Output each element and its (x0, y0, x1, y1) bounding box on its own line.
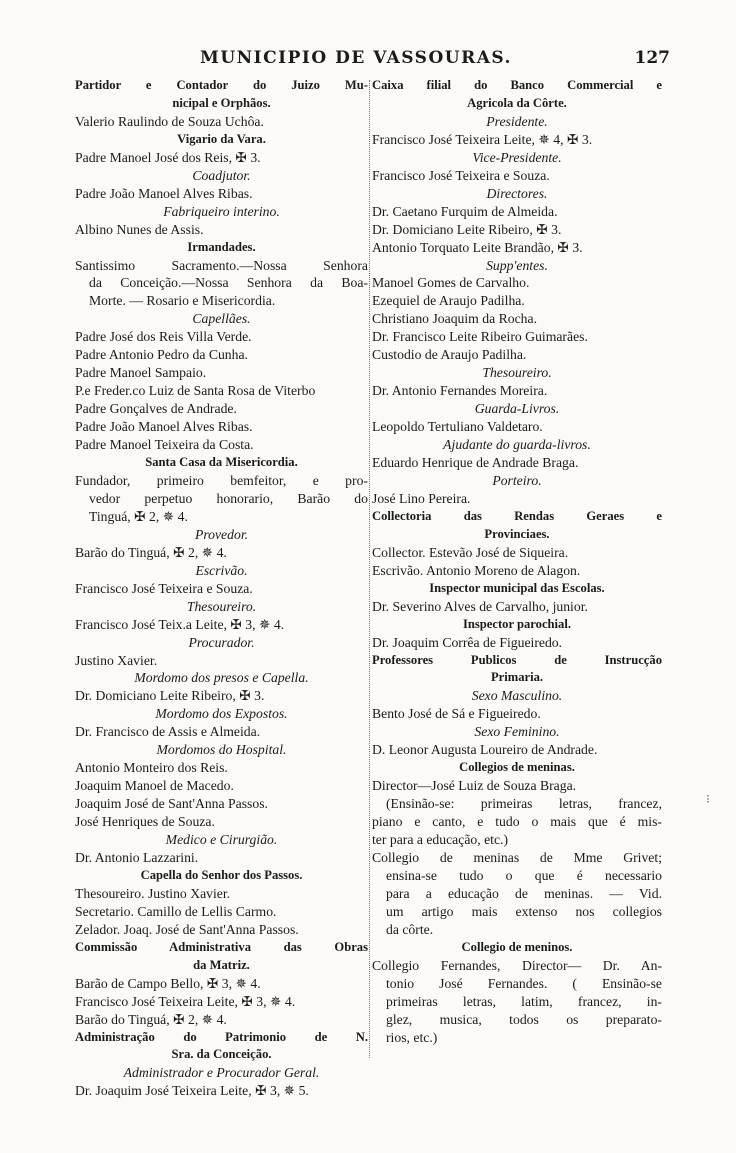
text-line: um artigo mais extenso nos collegios (386, 903, 662, 919)
section-heading: Capella do Senhor dos Passos. (140, 867, 303, 882)
section-heading: Sra. da Conceição. (171, 1047, 272, 1062)
role-label: Mordomos do Hospital. (156, 742, 287, 758)
text-line: Dr. Joaquim José Teixeira Leite, ✠ 3, ✵ 5. (75, 1083, 309, 1099)
text-line: Francisco José Teixeira Leite, ✠ 3, ✵ 4. (75, 993, 296, 1009)
role-label: Provedor. (194, 526, 249, 542)
text-line: ensina-se tudo o que é necessario (386, 867, 662, 883)
page-header (70, 48, 670, 74)
text-line: Dr. Francisco de Assis e Almeida. (75, 724, 261, 740)
role-label: Coadjutor. (192, 167, 251, 183)
text-line: Director—José Luiz de Souza Braga. (372, 778, 577, 794)
role-label: Vice-Presidente. (472, 149, 562, 165)
text-line: Collegio de meninas de Mme Grivet; (372, 849, 662, 865)
text-line: da Conceição.—Nossa Senhora da Boa- (89, 275, 368, 291)
section-heading: Professores Publicos de Instrucção (372, 652, 662, 667)
role-label: Mordomo dos presos e Capella. (134, 670, 309, 686)
text-line: Leopoldo Tertuliano Valdetaro. (372, 419, 543, 435)
text-line: da côrte. (386, 921, 434, 937)
text-line: Escrivão. Antonio Moreno de Alagon. (372, 562, 581, 578)
text-line: Francisco José Teix.a Leite, ✠ 3, ✵ 4. (75, 616, 285, 632)
role-label: Fabriqueiro interino. (163, 203, 280, 219)
text-line: Barão do Tinguá, ✠ 2, ✵ 4. (75, 544, 227, 560)
text-line: Christiano Joaquim da Rocha. (372, 311, 537, 327)
text-line: Zelador. Joaq. José de Sant'Anna Passos. (75, 921, 299, 937)
section-heading: Agricola da Côrte. (467, 95, 567, 110)
text-line: Dr. Caetano Furquim de Almeida. (372, 203, 558, 219)
text-line: Tinguá, ✠ 2, ✵ 4. (89, 508, 188, 524)
text-line: Padre Gonçalves de Andrade. (75, 401, 237, 417)
text-line: primeiras letras, latim, francez, in- (386, 993, 662, 1009)
text-line: Dr. Antonio Fernandes Moreira. (372, 383, 548, 399)
right-column (372, 77, 662, 1046)
role-label: Ajudante do guarda-livros. (443, 437, 591, 453)
text-line: Collector. Estevão José de Siqueira. (372, 544, 569, 560)
text-line: Padre José dos Reis Villa Verde. (75, 329, 252, 345)
text-line: Fundador, primeiro bemfeitor, e pro- (75, 472, 368, 488)
section-heading: Inspector municipal das Escolas. (429, 580, 605, 595)
section-heading: Irmandades. (187, 239, 256, 254)
role-label: Escrivão. (195, 562, 248, 578)
text-line: Dr. Francisco Leite Ribeiro Guimarães. (372, 329, 588, 345)
text-line: Dr. Domiciano Leite Ribeiro, ✠ 3. (75, 688, 265, 704)
text-line: Joaquim Manoel de Macedo. (75, 778, 234, 794)
text-line: glez, musica, todos os preparato- (386, 1011, 662, 1027)
text-line: Santissimo Sacramento.—Nossa Senhora (75, 257, 368, 273)
role-label: Supp'entes. (486, 257, 548, 273)
text-line: Padre Manoel Teixeira da Costa. (75, 437, 254, 453)
section-heading: Inspector parochial. (463, 616, 571, 631)
text-line: Dr. Severino Alves de Carvalho, junior. (372, 598, 588, 614)
section-heading: Vigario da Vara. (177, 131, 266, 146)
text-line: Manoel Gomes de Carvalho. (372, 275, 530, 291)
section-heading: Collectoria das Rendas Geraes e (372, 508, 662, 523)
role-label: Porteiro. (492, 472, 542, 488)
section-heading: Provinciaes. (484, 526, 550, 541)
text-line: para a educação de meninas. — Vid. (386, 885, 662, 901)
role-label: Administrador e Procurador Geral. (123, 1065, 320, 1081)
text-line: Secretario. Camillo de Lellis Carmo. (75, 903, 277, 919)
left-column (75, 77, 368, 1100)
text-line: Francisco José Teixeira Leite, ✵ 4, ✠ 3. (372, 131, 593, 147)
text-line: Eduardo Henrique de Andrade Braga. (372, 455, 579, 471)
text-line: Thesoureiro. Justino Xavier. (75, 885, 231, 901)
role-label: Medico e Cirurgião. (165, 832, 278, 848)
role-label: Mordomo dos Expostos. (155, 706, 288, 722)
section-heading: Caixa filial do Banco Commercial e (372, 78, 662, 92)
text-line: vedor perpetuo honorario, Barão do (89, 490, 368, 506)
text-line: Morte. — Rosario e Misericordia. (89, 293, 276, 309)
text-line: Collegio Fernandes, Director— Dr. An- (372, 957, 662, 973)
text-line: tonio José Fernandes. ( Ensinão-se (386, 975, 662, 991)
section-heading: Collegio de meninos. (461, 939, 573, 954)
text-line: Barão do Tinguá, ✠ 2, ✵ 4. (75, 1011, 227, 1027)
section-heading: Commissão Administrativa das Obras (75, 939, 368, 954)
text-line: Padre Manoel Sampaio. (75, 365, 207, 381)
text-line: rios, etc.) (386, 1029, 438, 1045)
text-line: Custodio de Araujo Padilha. (372, 347, 527, 363)
text-line: José Lino Pereira. (372, 490, 471, 506)
role-label: Thesoureiro. (186, 598, 257, 614)
text-line: Padre João Manoel Alves Ribas. (75, 419, 253, 435)
section-heading: Partidor e Contador do Juizo Mu- (75, 78, 368, 92)
section-heading: nicipal e Orphãos. (172, 95, 271, 110)
role-label: Guarda-Livros. (474, 401, 560, 417)
page-number: 127 (634, 48, 670, 68)
section-heading: da Matriz. (193, 957, 250, 972)
text-line: D. Leonor Augusta Loureiro de Andrade. (372, 742, 598, 758)
text-line: Antonio Monteiro dos Reis. (75, 760, 228, 776)
text-line: Dr. Joaquim Corrêa de Figueiredo. (372, 634, 563, 650)
text-line: Albino Nunes de Assis. (75, 221, 204, 237)
role-label: Directores. (486, 185, 548, 201)
role-label: Presidente. (486, 113, 548, 129)
running-title: MUNICIPIO DE VASSOURAS. (200, 48, 512, 68)
text-line: Padre Manoel José dos Reis, ✠ 3. (75, 149, 261, 165)
text-line: Bento José de Sá e Figueiredo. (372, 706, 541, 722)
role-label: Procurador. (188, 634, 255, 650)
role-label: Sexo Feminino. (474, 724, 560, 740)
role-label: Thesoureiro. (482, 365, 552, 381)
text-line: Francisco José Teixeira e Souza. (75, 580, 253, 596)
text-line: Barão de Campo Bello, ✠ 3, ✵ 4. (75, 975, 261, 991)
text-line: Antonio Torquato Leite Brandão, ✠ 3. (372, 239, 583, 255)
text-line: Justino Xavier. (75, 652, 158, 668)
section-heading: Primaria. (490, 670, 544, 685)
text-line: Ezequiel de Araujo Padilha. (372, 293, 525, 309)
text-line: (Ensinão-se: primeiras letras, francez, (386, 796, 662, 812)
text-line: Joaquim José de Sant'Anna Passos. (75, 796, 268, 812)
text-line: Padre Antonio Pedro da Cunha. (75, 347, 248, 363)
section-heading: Administração do Patrimonio de N. (75, 1029, 368, 1044)
text-line: Dr. Antonio Lazzarini. (75, 849, 199, 865)
role-label: Sexo Masculino. (471, 688, 563, 704)
text-line: José Henriques de Souza. (75, 814, 215, 830)
text-line: Valerio Raulindo de Souza Uchôa. (75, 113, 264, 129)
section-heading: Santa Casa da Misericordia. (145, 455, 298, 470)
section-heading: Collegios de meninas. (459, 760, 575, 775)
text-line: Dr. Domiciano Leite Ribeiro, ✠ 3. (372, 221, 562, 237)
text-line: Francisco José Teixeira e Souza. (372, 167, 550, 183)
role-label: Capellães. (192, 311, 251, 327)
margin-mark: ⁝ (706, 792, 710, 806)
text-line: P.e Freder.co Luiz de Santa Rosa de Viterbo (75, 383, 316, 399)
text-line: ter para a educação, etc.) (372, 832, 509, 848)
text-line: piano e canto, e tudo o mais que é mis- (372, 814, 662, 830)
column-divider (369, 80, 370, 1058)
text-line: Padre João Manoel Alves Ribas. (75, 185, 253, 201)
